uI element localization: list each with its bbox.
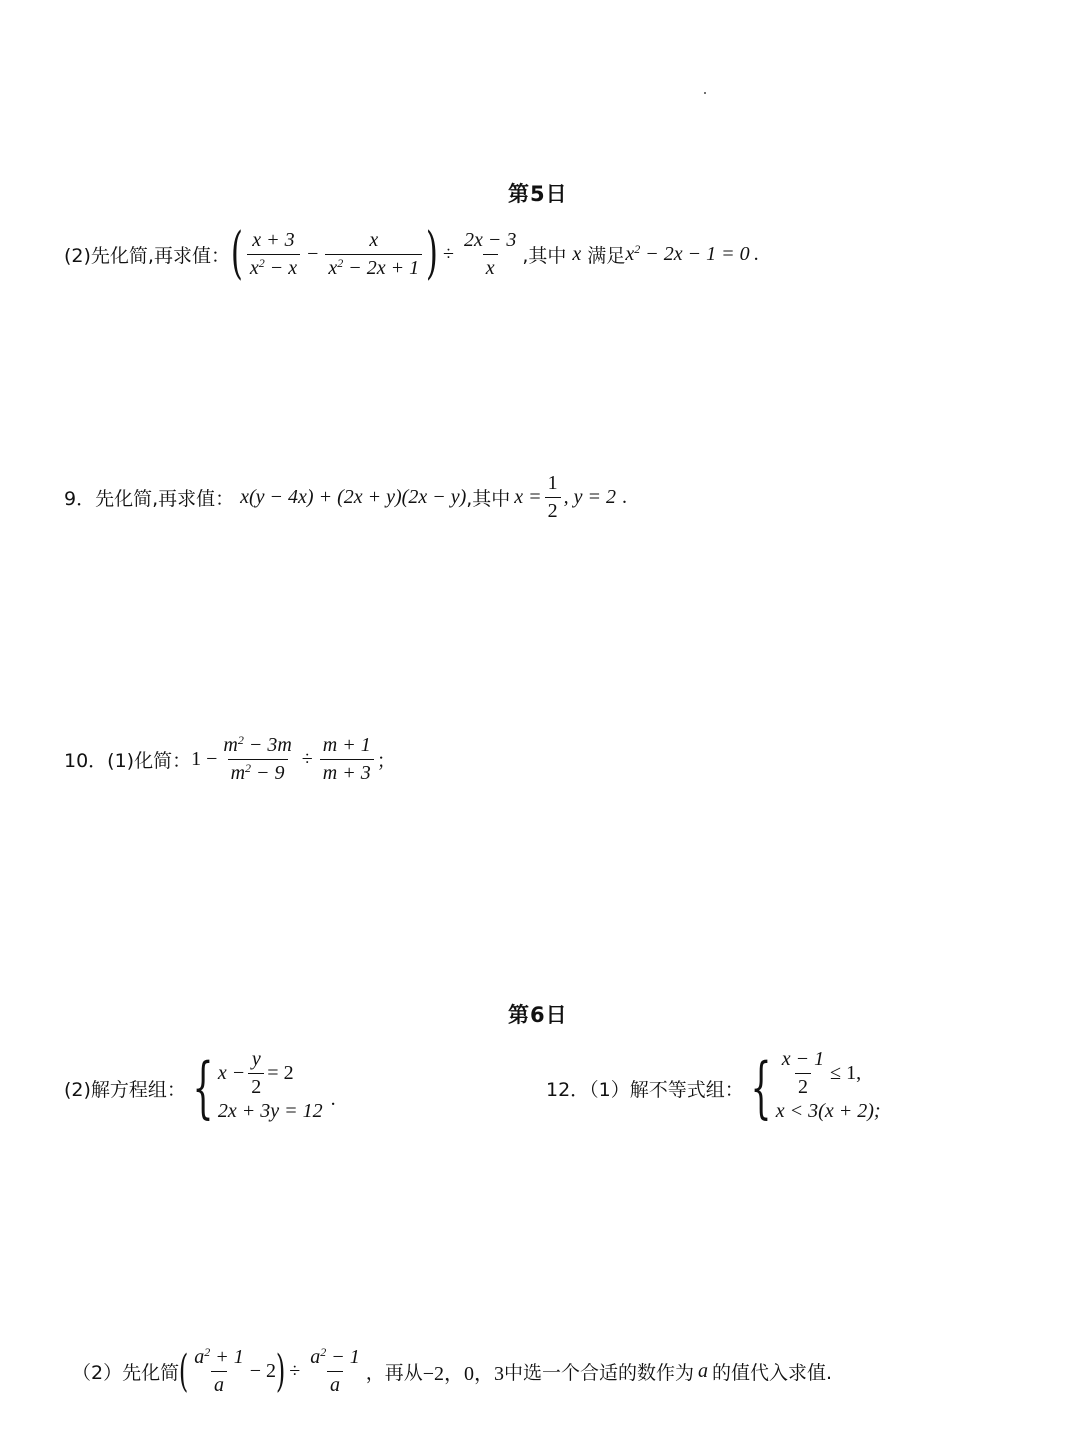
problem-12-inequality-system — [546, 1047, 881, 1126]
problem-2-label: (2)先化简,再求值： — [64, 244, 230, 267]
condition-prefix: ,其中 — [522, 244, 567, 267]
period: . — [753, 242, 759, 265]
problem-system-of-equations — [64, 1047, 336, 1126]
period: . — [330, 1087, 336, 1110]
system-label: (2)解方程组： — [64, 1078, 186, 1101]
day6-title: 第6日 — [508, 1003, 568, 1027]
fraction-numerator: 1 — [547, 472, 558, 494]
left-brace: { — [192, 1049, 214, 1126]
fraction-2-denominator: a — [327, 1371, 343, 1397]
period: . — [622, 486, 628, 508]
day5-title: 第5日 — [508, 182, 568, 206]
minus-two: − 2 — [249, 1360, 277, 1382]
fraction-2 — [307, 1346, 363, 1397]
condition-variable: x — [572, 242, 582, 265]
tail-text-b: 中选一个合适的数作为 — [504, 1362, 695, 1384]
inequality-row-1: $\frac{x - 1}{2}$ ≤ 1, — [781, 1047, 862, 1098]
fraction-1-numerator: $a^2 + 1$ — [194, 1344, 244, 1368]
left-paren: ( — [178, 1345, 189, 1397]
fraction-3 — [461, 229, 519, 280]
tail-text-c: 的值代入求值. — [712, 1362, 833, 1384]
problem-10-label: 10．(1)化简： — [64, 750, 192, 772]
speck-mark — [704, 92, 706, 94]
fraction-1-numerator: $m^2 - 3m$ — [223, 732, 292, 756]
fraction-1-denominator: $x^2 - x$ — [247, 254, 300, 280]
fraction-2-numerator: x — [369, 228, 379, 251]
problem-12-part-2 — [72, 1346, 832, 1397]
fraction-1 — [220, 734, 294, 785]
right-paren: ) — [426, 221, 439, 286]
fraction-2-denominator: m + 3 — [320, 759, 374, 785]
problem-9-expression: x(y − 4x) + (2x + y)(2x − y) — [240, 486, 467, 508]
tail-text-a: ，再从 — [365, 1362, 423, 1384]
condition-x: x = — [514, 486, 542, 508]
left-brace: { — [750, 1049, 772, 1126]
problem-2-simplify-evaluate — [64, 221, 759, 286]
fraction-2 — [320, 734, 374, 785]
condition-equation: $x^2 - 2x - 1 = 0$ — [625, 241, 750, 265]
fraction-3-denominator: x — [483, 254, 498, 280]
variable-a: a — [698, 1360, 709, 1382]
fraction-2-denominator: $x^2 - 2x + 1$ — [325, 254, 422, 280]
fraction-1-denominator: a — [211, 1371, 227, 1397]
problem-9-label: 9．先化简,再求值： — [64, 488, 235, 510]
problem-10 — [64, 734, 396, 785]
semicolon: ； — [376, 750, 396, 772]
fraction-1-denominator: $m^2 - 9$ — [228, 759, 288, 785]
fraction-2-numerator: m + 1 — [322, 734, 371, 756]
equation-row-2: 2x + 3y = 12 — [217, 1099, 323, 1122]
right-paren: ) — [275, 1345, 286, 1397]
fraction-1-numerator: x + 3 — [252, 228, 295, 251]
one-minus: 1 − — [191, 748, 218, 770]
candidate-values: −2，0，3 — [422, 1363, 504, 1385]
fraction-denominator: 2 — [545, 497, 561, 523]
fraction-1 — [191, 1346, 247, 1397]
minus-sign: − — [307, 242, 319, 265]
divide-sign: ÷ — [289, 1360, 301, 1382]
problem-12-label: 12．（1）解不等式组： — [546, 1078, 744, 1101]
inequality-row-2: x < 3(x + 2); — [775, 1099, 881, 1122]
problem-9 — [64, 472, 627, 523]
fraction-one-half — [545, 472, 561, 523]
condition-y: , y = 2 — [563, 486, 617, 508]
divide-sign: ÷ — [443, 242, 454, 265]
fraction-2-numerator: $a^2 - 1$ — [310, 1344, 360, 1368]
equation-row-1: x − $\frac{y}{2}$ = 2 — [217, 1047, 294, 1098]
fraction-2 — [325, 229, 422, 280]
condition-word: 满足 — [587, 244, 626, 267]
fraction-1 — [247, 229, 300, 280]
equation-system — [186, 1047, 323, 1126]
divide-sign: ÷ — [301, 748, 313, 770]
left-paren: ( — [230, 221, 243, 286]
fraction-3-numerator: 2x − 3 — [463, 228, 517, 251]
inequality-system — [744, 1047, 881, 1126]
part-2-label: （2）先化简 — [72, 1362, 180, 1384]
condition-prefix: ,其中 — [466, 488, 511, 510]
